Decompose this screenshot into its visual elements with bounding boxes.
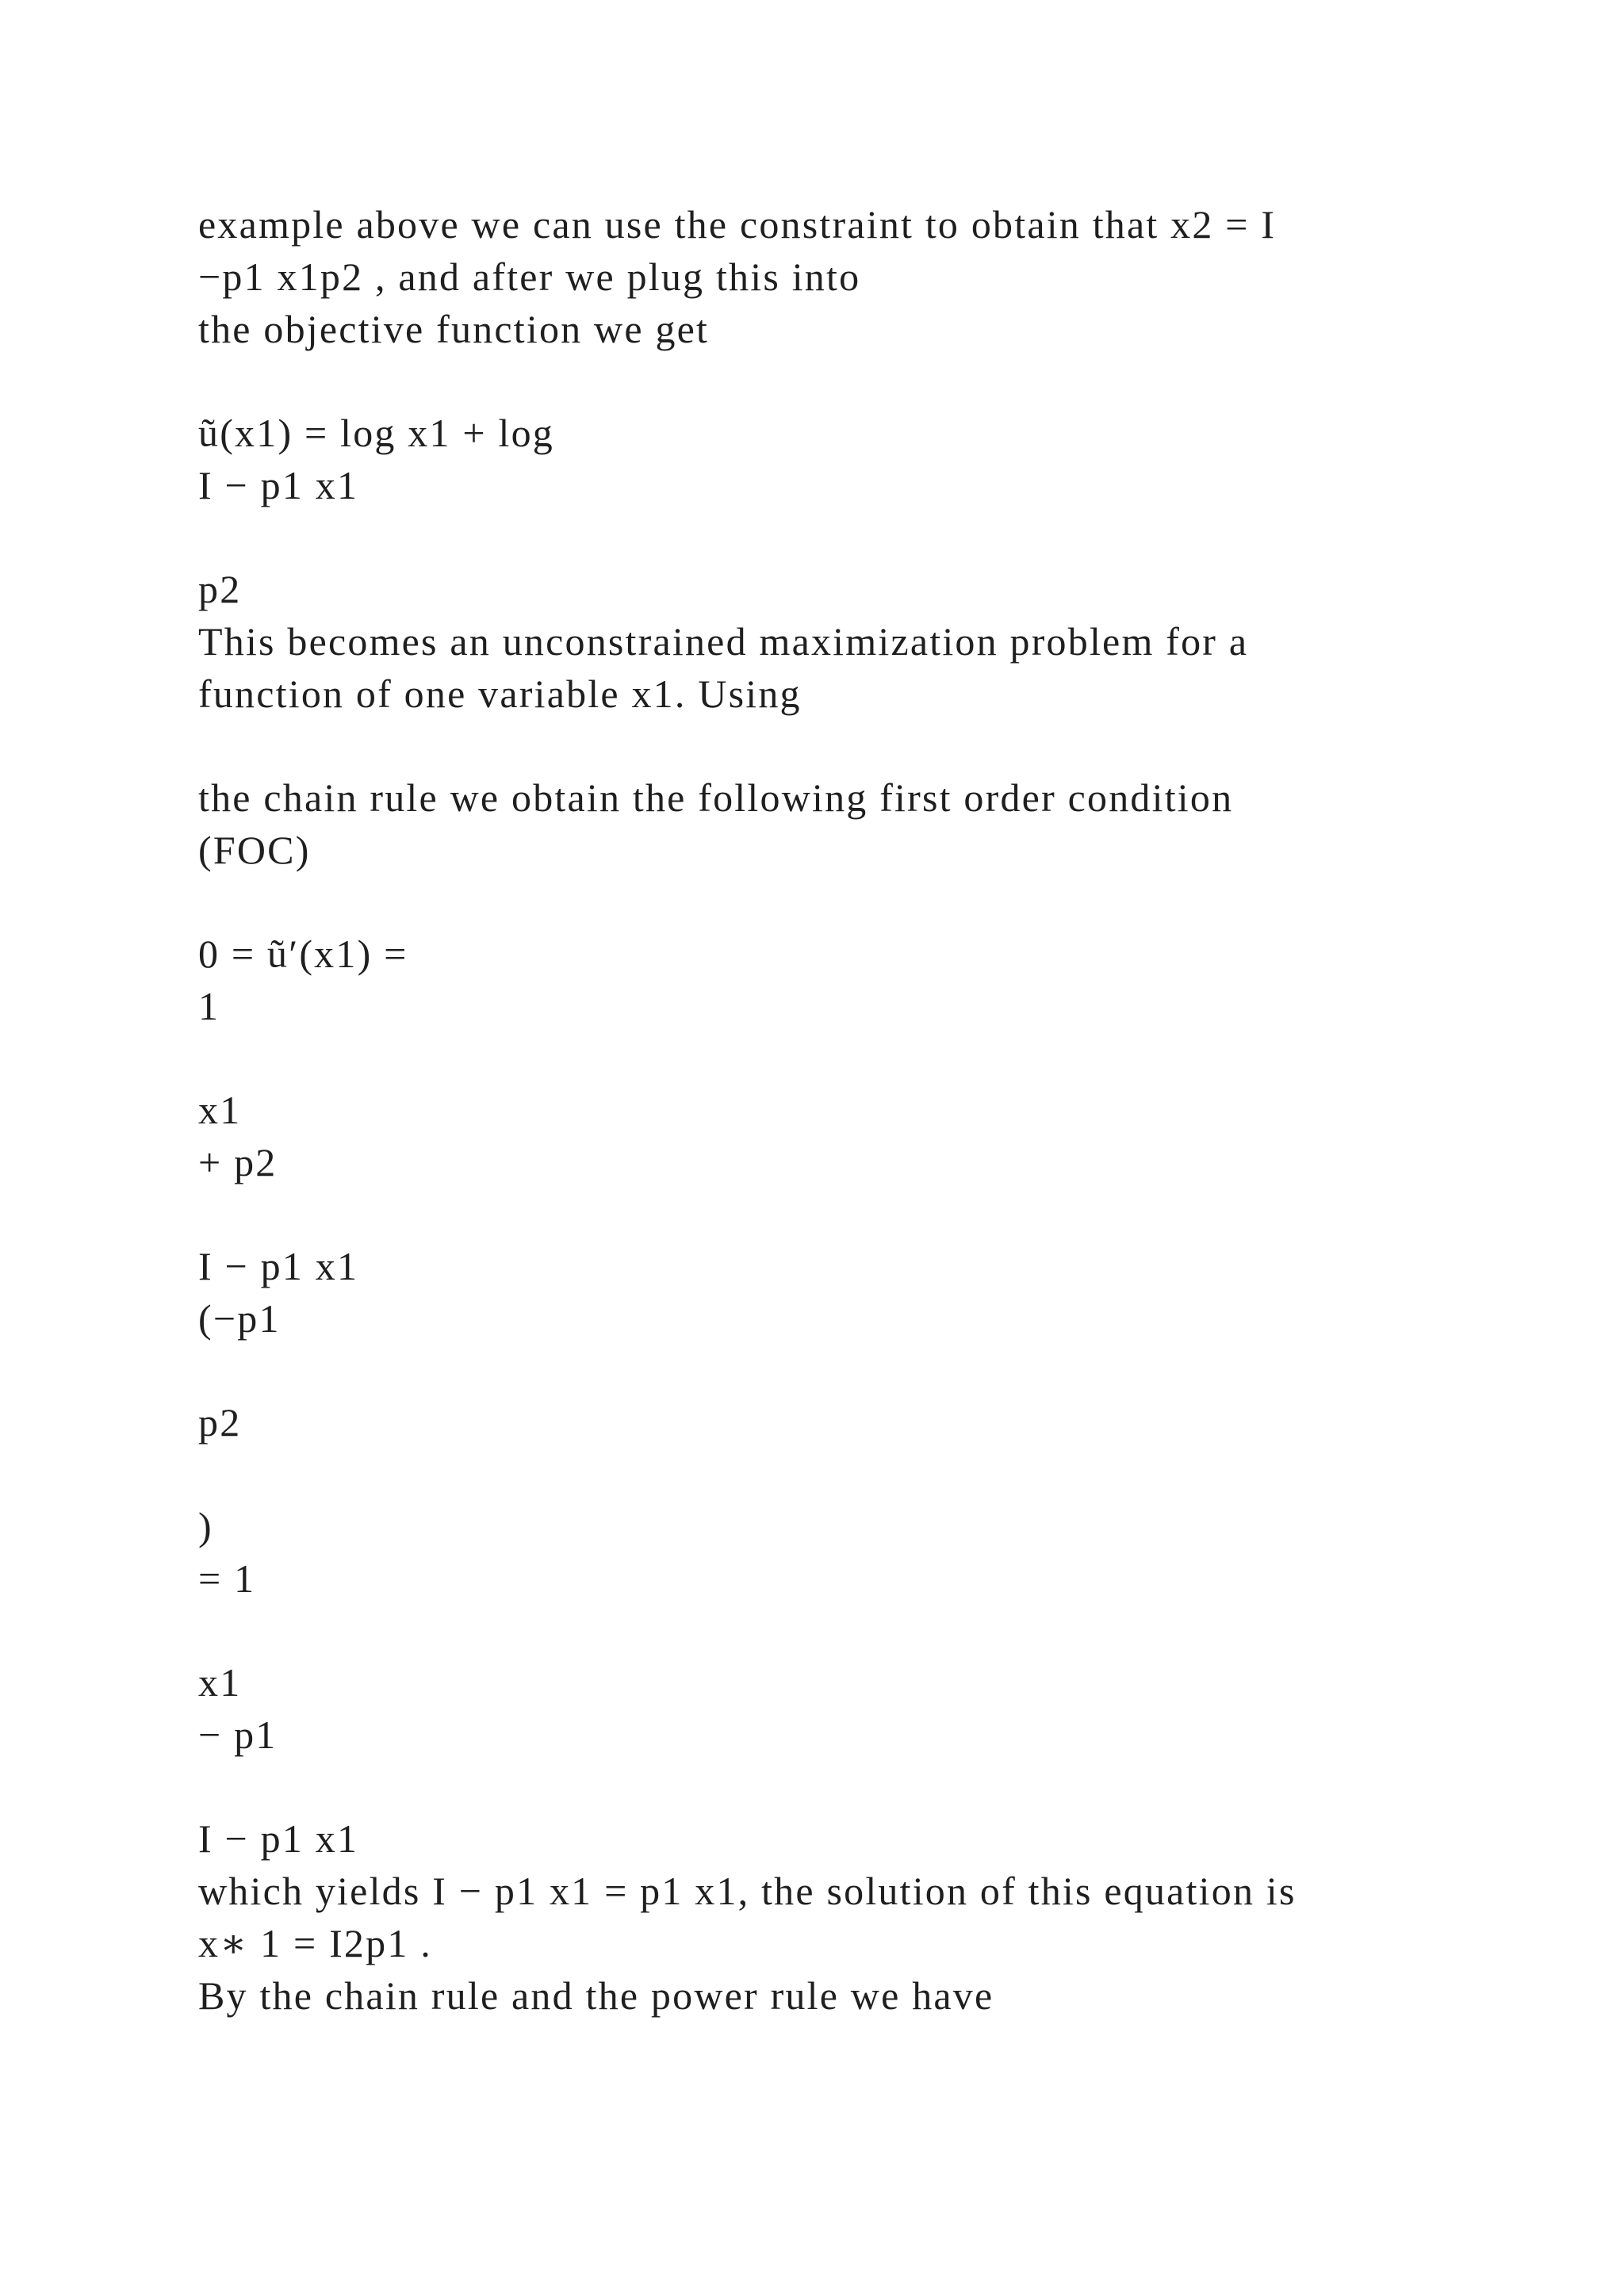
text-line: I − p1 x1	[198, 463, 359, 507]
text-line: x1	[198, 1660, 242, 1705]
text-line: + p2	[198, 1140, 278, 1184]
text-line: x∗ 1 = I2p1 .	[198, 1921, 432, 1965]
text-line: = 1	[198, 1556, 256, 1601]
text-line: the chain rule we obtain the following first order condition	[198, 775, 1234, 820]
text-line: ũ(x1) = log x1 + log	[198, 411, 554, 455]
text-line: I − p1 x1	[198, 1244, 359, 1288]
text-line: This becomes an unconstrained maximization problem for a	[198, 619, 1249, 664]
text-line: p2	[198, 1400, 242, 1445]
text-line: which yields I − p1 x1 = p1 x1, the solution of this equation is	[198, 1869, 1297, 1913]
text-line: −p1 x1p2 , and after we plug this into	[198, 254, 861, 299]
text-line: x1	[198, 1088, 242, 1132]
text-line: I − p1 x1	[198, 1816, 359, 1861]
text-line: example above we can use the constraint to obtain that x2 = I	[198, 202, 1277, 247]
text-line: − p1	[198, 1712, 278, 1757]
text-line: (−p1	[198, 1296, 281, 1341]
text-line: 1	[198, 984, 220, 1028]
text-line: )	[198, 1504, 213, 1548]
text-line: p2	[198, 567, 242, 611]
text-line: 0 = ũ′(x1) =	[198, 932, 408, 976]
text-line: the objective function we get	[198, 307, 710, 351]
text-line: (FOC)	[198, 828, 311, 872]
text-line: function of one variable x1. Using	[198, 672, 802, 716]
text-line: By the chain rule and the power rule we have	[198, 1973, 994, 2018]
